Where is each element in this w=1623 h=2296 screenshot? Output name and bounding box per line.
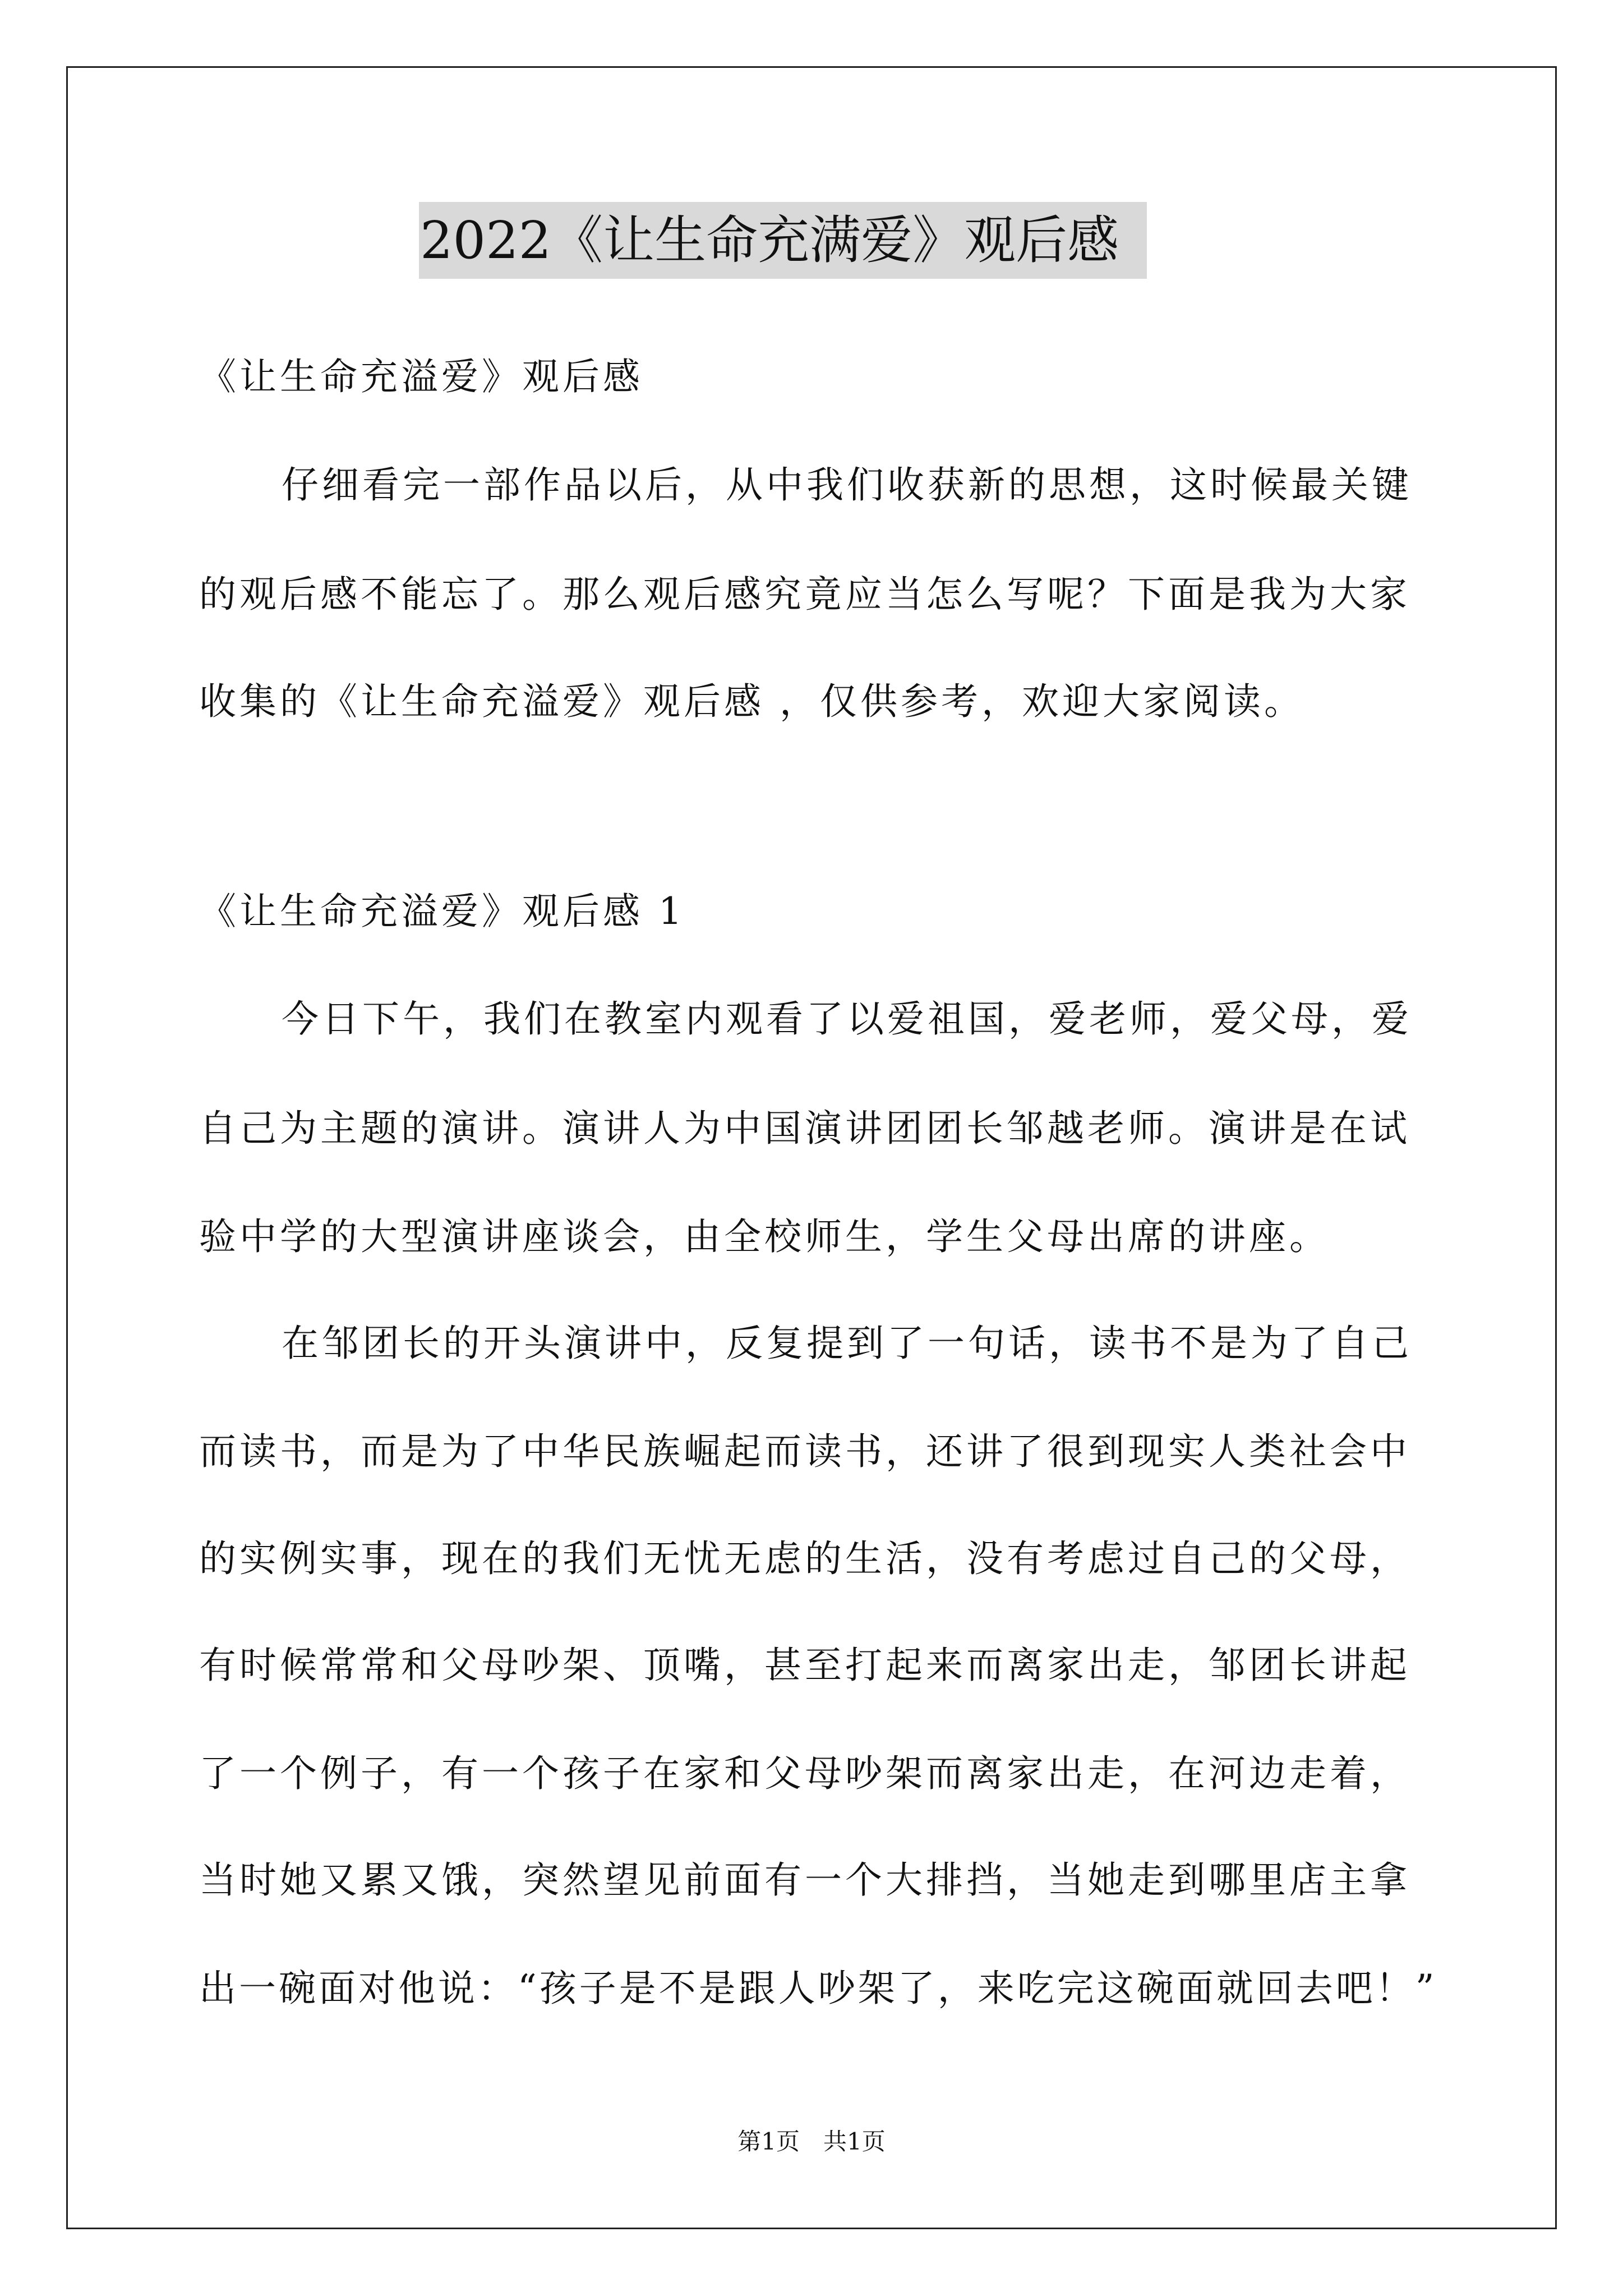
paragraph-line: 自己为主题的演讲。演讲人为中国演讲团团长邹越老师。演讲是在试 <box>199 1107 1410 1150</box>
paragraph-line: 了一个例子，有一个孩子在家和父母吵架而离家出走，在河边走着， <box>199 1752 1410 1795</box>
intro-line: 收集的《让生命充溢爱》观后感 ，仅供参考，欢迎大家阅读。 <box>199 680 1304 723</box>
paragraph-line: 当时她又累又饿，突然望见前面有一个大排挡，当她走到哪里店主拿 <box>199 1858 1410 1902</box>
page-footer: 第1页 共1页 <box>737 2128 886 2155</box>
paragraph-line: 而读书，而是为了中华民族崛起而读书，还讲了很到现实人类社会中 <box>199 1430 1410 1473</box>
section-heading: 《让生命充溢爱》观后感 1 <box>199 890 685 933</box>
paragraph-line: 有时候常常和父母吵架、顶嘴，甚至打起来而离家出走，邹团长讲起 <box>199 1644 1410 1687</box>
paragraph-line: 出一碗面对他说：“孩子是不是跟人吵架了，来吃完这碗面就回去吧！” <box>199 1967 1437 2010</box>
paragraph-line: 在邹团长的开头演讲中，反复提到了一句话，读书不是为了自己 <box>282 1322 1412 1365</box>
paragraph-line: 的实例实事，现在的我们无忧无虑的生活，没有考虑过自己的父母， <box>199 1537 1410 1580</box>
paragraph-line: 今日下午，我们在教室内观看了以爱祖国，爱老师，爱父母，爱 <box>282 997 1412 1041</box>
subtitle: 《让生命充溢爱》观后感 <box>199 355 643 398</box>
intro-line: 仔细看完一部作品以后，从中我们收获新的思想，这时候最关键 <box>282 463 1412 507</box>
paragraph-line: 验中学的大型演讲座谈会，由全校师生，学生父母出席的讲座。 <box>199 1215 1330 1258</box>
document-title: 2022《让生命充满爱》观后感 <box>419 202 1147 279</box>
intro-line: 的观后感不能忘了。那么观后感究竟应当怎么写呢？下面是我为大家 <box>199 573 1410 616</box>
